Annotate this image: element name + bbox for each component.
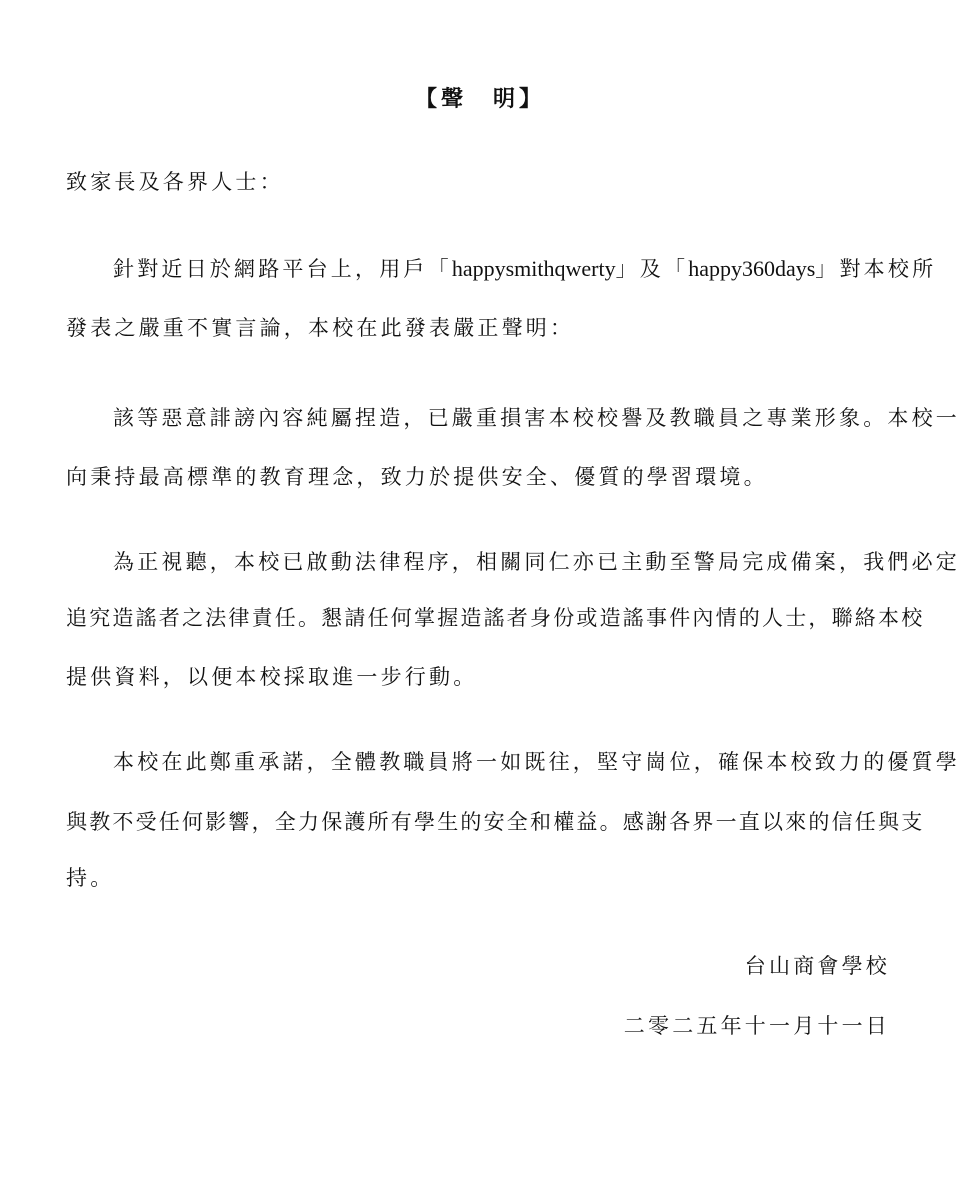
paragraph-3-line-1: 為正視聽，本校已啟動法律程序，相關同仁亦已主動至警局完成備案，我們必定 xyxy=(113,550,960,574)
paragraph-2-line-1: 該等惡意誹謗內容純屬捏造，已嚴重損害本校校譽及教職員之專業形象。本校一 xyxy=(113,406,960,430)
document-title xyxy=(0,84,960,114)
paragraph-3-line-2: 追究造謠者之法律責任。懇請任何掌握造謠者身份或造謠事件內情的人士，聯絡本校 xyxy=(66,606,925,630)
paragraph-4-line-3: 持。 xyxy=(66,866,115,890)
title-char-2: 明 xyxy=(493,86,520,112)
paragraph-3-line-3: 提供資料，以便本校採取進一步行動。 xyxy=(66,665,478,689)
signature-date: 二零二五年十一月十一日 xyxy=(623,1014,890,1038)
username-2: happy360days xyxy=(688,256,816,281)
paragraph-2-line-2: 向秉持最高標準的教育理念，致力於提供安全、優質的學習環境。 xyxy=(66,465,768,489)
paragraph-1-line-2: 發表之嚴重不實言論，本校在此發表嚴正聲明： xyxy=(66,316,575,340)
username-1: happysmithqwerty xyxy=(451,256,616,281)
title-char-1: 聲 xyxy=(440,86,467,112)
title-open-bracket: 【 xyxy=(414,86,441,112)
title-close-bracket: 】 xyxy=(519,86,546,112)
paragraph-4-line-1: 本校在此鄭重承諾，全體教職員將一如既往，堅守崗位，確保本校致力的優質學 xyxy=(113,750,960,774)
signature-organization: 台山商會學校 xyxy=(744,954,890,978)
salutation: 致家長及各界人士： xyxy=(66,170,284,194)
paragraph-4-line-2: 與教不受任何影響，全力保護所有學生的安全和權益。感謝各界一直以來的信任與支 xyxy=(66,810,925,834)
paragraph-1-line-1: 針對近日於網路平台上，用戶「happysmithqwerty」及「happy360days」對本校所 xyxy=(113,256,937,281)
